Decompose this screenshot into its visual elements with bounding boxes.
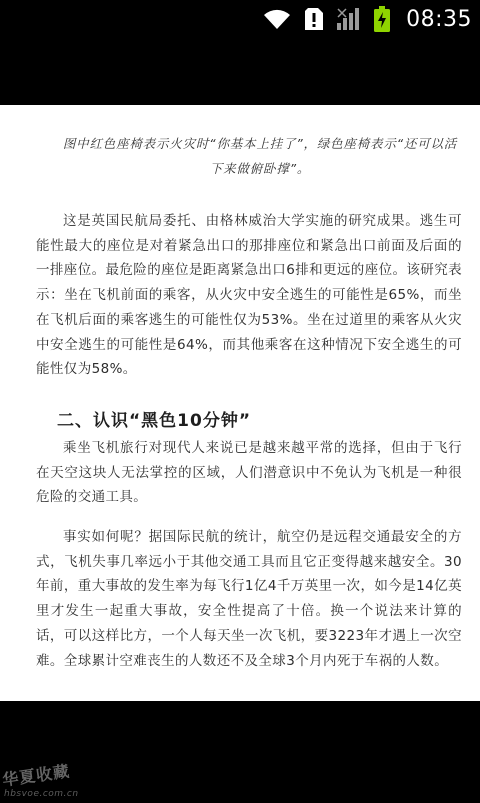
watermark [2, 763, 92, 803]
alert-icon [304, 7, 324, 31]
signal-icon [336, 7, 362, 31]
paragraph-3: 事实如何呢？据国际民航的统计，航空仍是远程交通最安全的方式，飞机失事几率远小于其他交通工具而且它正变得越来越安全。30年前，重大事故的发生率为每飞行1亿4千万英里一次，如今是14亿英里才发生一起重大事故，安全性提高了十倍。换一个说法来计算的话，可以这样比方，一个人每天坐一次飞机，要3223年才遇上一次空难。全球累计空难丧生的人数还不及全球3个月内死于车祸的人数。 [36, 529, 462, 669]
wifi-icon [262, 7, 292, 31]
image-viewer[interactable] [0, 105, 480, 799]
section-heading: 二、认识“黑色10分钟” [57, 411, 252, 431]
status-bar [0, 0, 480, 38]
status-icons [262, 5, 472, 33]
status-clock: 08:35 [406, 6, 472, 32]
watermark-logo: 华夏收藏 [1, 761, 72, 790]
document-image [36, 105, 462, 701]
battery-charging-icon [374, 6, 390, 32]
image-caption: 图中红色座椅表示火灾时“你基本上挂了”，绿色座椅表示“还可以活下来做俯卧撑”。 [62, 136, 458, 176]
paragraph-1: 这是英国民航局委托、由格林威治大学实施的研究成果。逃生可能性最大的座位是对着紧急出口的那排座位和紧急出口前面及后面的一排座位。最危险的座位是距离紧急出口6排和更远的座位。该研究表示：坐在飞机前面的乘客，从火灾中安全逃生的可能性是65%，而坐在飞机后面的乘客逃生的可能性仅为53%。坐在过道里的乘客从火灾中安全逃生的可能性是64%，而其他乘客在这种情况下安全逃生的可能性仅为58%。 [36, 213, 462, 378]
paragraph-2: 乘坐飞机旅行对现代人来说已是越来越平常的选择，但由于飞行在天空这块人无法掌控的区域，人们潜意识中不免认为飞机是一种很危险的交通工具。 [36, 440, 462, 506]
watermark-url: hbsvoe.com.cn [4, 789, 79, 799]
